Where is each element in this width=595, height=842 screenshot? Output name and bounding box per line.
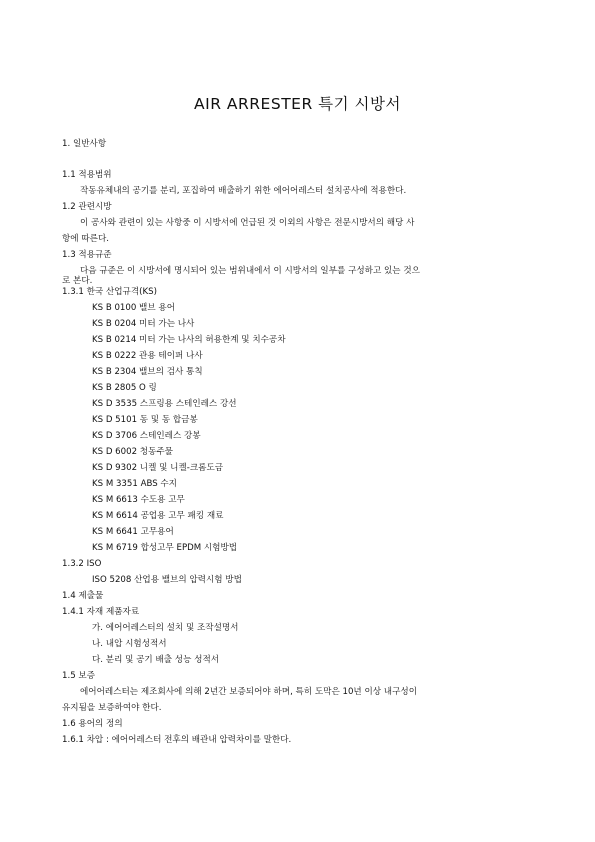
standard-item: KS B 0204 미터 가는 나사: [92, 319, 195, 329]
section-number: 1.6.1: [62, 735, 84, 745]
section-title: 관련시방: [78, 202, 112, 212]
section-number: 1.1: [62, 170, 76, 180]
section-number: 1.3: [62, 250, 76, 260]
standard-item: KS B 0100 밸브 용어: [92, 303, 175, 313]
section-title: ISO: [86, 559, 102, 569]
standard-item: KS D 9302 니켈 및 니켈-크롬도금: [92, 463, 224, 473]
section-1-4-1-heading: [62, 607, 139, 618]
section-1-3-2-heading: [62, 559, 101, 570]
standard-item: KS D 3535 스프링용 스테인레스 강선: [92, 399, 237, 409]
standard-item: KS D 6002 청동주물: [92, 447, 173, 457]
section-title: 적용범위: [78, 170, 112, 180]
standard-item: KS D 3706 스테인레스 강봉: [92, 431, 201, 441]
section-1-5-body-line-1: 에어어레스터는 제조회사에 의해 2년간 보증되어야 하며, 특히 도막은 10년 이상 내구성이: [80, 687, 418, 697]
section-1-3-body-line-1: 다음 규준은 이 시방서에 명시되어 있는 범위내에서 이 시방서의 일부를 구성하고 있는 것으: [80, 266, 420, 276]
section-number: 1.4.1: [62, 607, 84, 617]
section-1-3-heading: [62, 250, 112, 261]
section-title: 보증: [78, 671, 96, 681]
standard-item: KS B 2304 밸브의 검사 통칙: [92, 367, 203, 377]
section-title: 적용규준: [78, 250, 112, 260]
standard-item: KS B 0214 미터 가는 나사의 허용한계 및 치수공차: [92, 335, 286, 345]
section-number: 1.4: [62, 591, 76, 601]
section-title: 한국 산업규격(KS): [86, 287, 157, 297]
section-title: 일반사항: [72, 139, 107, 149]
section-1-1-body: 작동유체내의 공기를 분리, 포집하여 배출하기 위한 에어어레스터 설치공사에 적용한다.: [80, 186, 407, 196]
standard-item: KS M 6613 수도용 고무: [92, 495, 185, 505]
section-number: 1.3.2: [62, 559, 84, 569]
section-title: 차압 : 에어어레스터 전후의 배관내 압력차이를 말한다.: [86, 735, 292, 745]
submittal-item: 다. 분리 및 공기 배출 성능 성적서: [92, 655, 220, 665]
standard-item: KS M 6719 합성고무 EPDM 시험방법: [92, 543, 238, 553]
section-number: 1.: [62, 139, 71, 149]
section-title: 제출물: [78, 591, 104, 601]
standard-item: KS D 5101 동 및 동 합금봉: [92, 415, 198, 425]
document-title: AIR ARRESTER 특기 시방서: [194, 95, 401, 113]
standard-item: KS B 0222 관용 테이퍼 나사: [92, 351, 203, 361]
section-1-2-body-line-2: 항에 따른다.: [62, 234, 109, 244]
section-number: 1.3.1: [62, 287, 84, 297]
section-title: 자재 제품자료: [86, 607, 140, 617]
section-1-3-1-heading: [62, 287, 157, 298]
submittal-item: 나. 내압 시험성적서: [92, 639, 167, 649]
section-1-3-body-line-2: 로 본다.: [62, 276, 93, 286]
section-1-6-heading: [62, 719, 123, 730]
section-1-4-heading: [62, 591, 103, 602]
section-number: 1.2: [62, 202, 76, 212]
section-number: 1.6: [62, 719, 76, 729]
section-1-6-1-heading: [62, 735, 291, 746]
section-1-2-heading: [62, 202, 112, 213]
standard-item: KS M 3351 ABS 수지: [92, 479, 177, 489]
standard-item: KS B 2805 O 링: [92, 383, 157, 393]
section-1-heading: [62, 139, 106, 150]
section-1-5-body-line-2: 유지됨을 보증하여야 한다.: [62, 703, 162, 713]
standard-item: KS M 6614 공업용 고무 패킹 재료: [92, 511, 224, 521]
standard-item: ISO 5208 산업용 밸브의 압력시험 방법: [92, 575, 242, 585]
submittal-item: 가. 에어어레스터의 설치 및 조작설명서: [92, 623, 239, 633]
standard-item: KS M 6641 고무용어: [92, 527, 174, 537]
section-1-2-body-line-1: 이 공사와 관련이 있는 사항중 이 시방서에 언급된 것 이외의 사항은 전문시방서의 해당 사: [80, 218, 415, 228]
section-title: 용어의 정의: [78, 719, 123, 729]
section-1-5-heading: [62, 671, 95, 682]
section-1-1-heading: [62, 170, 112, 181]
section-number: 1.5: [62, 671, 76, 681]
